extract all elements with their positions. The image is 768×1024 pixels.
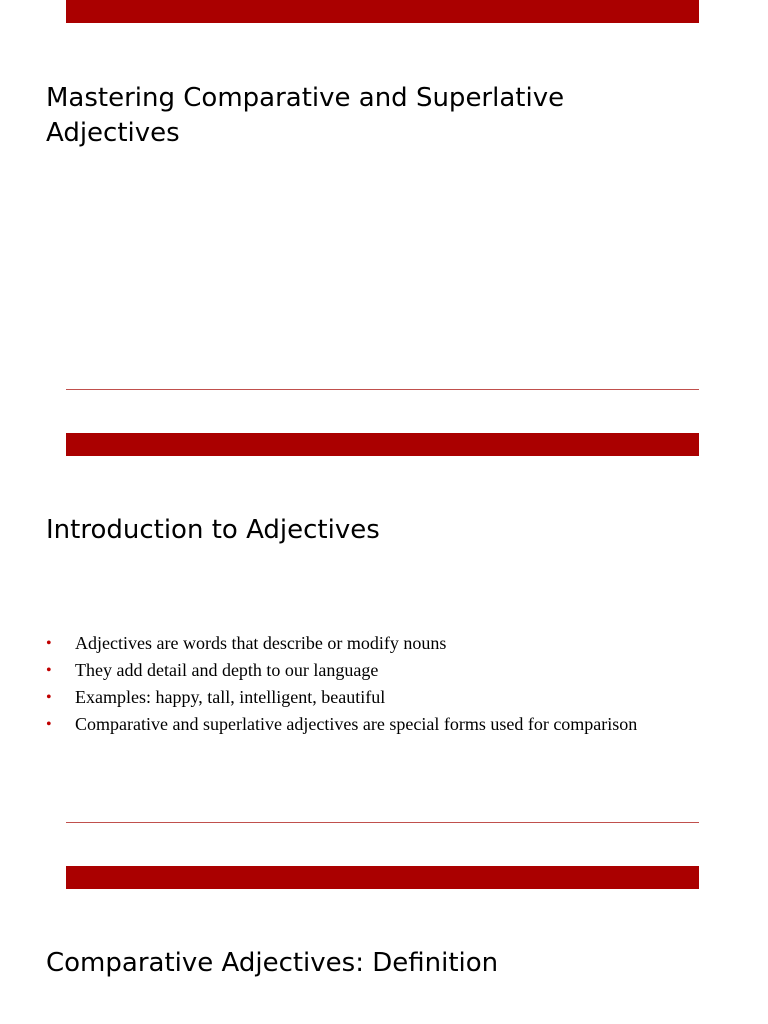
divider-line: [66, 822, 699, 823]
accent-bar: [66, 866, 699, 889]
bullet-list: [46, 630, 637, 738]
list-item: [46, 657, 637, 684]
slide-heading: Mastering Comparative and Superlative Adjectives: [46, 83, 565, 148]
bullet-icon: •: [46, 716, 52, 733]
bullet-icon: •: [46, 689, 52, 706]
list-item: [46, 684, 637, 711]
slide-comparative-definition: [0, 866, 768, 1024]
list-item-text: Adjectives are words that describe or modify nouns: [75, 633, 447, 653]
list-item-text: Comparative and superlative adjectives are special forms used for comparison: [75, 714, 638, 734]
list-item-text: They add detail and depth to our language: [75, 660, 379, 680]
list-item: [46, 630, 637, 657]
divider-line: [66, 389, 699, 390]
list-item: [46, 711, 637, 738]
slide-title: [0, 0, 768, 433]
bullet-icon: •: [46, 635, 52, 652]
bullet-icon: •: [46, 662, 52, 679]
accent-bar: [66, 0, 699, 23]
slide-heading: Comparative Adjectives: Definition: [46, 948, 499, 978]
list-item-text: Examples: happy, tall, intelligent, beautiful: [75, 687, 386, 707]
accent-bar: [66, 433, 699, 456]
slide-introduction: [0, 433, 768, 866]
slide-heading: Introduction to Adjectives: [46, 515, 380, 545]
